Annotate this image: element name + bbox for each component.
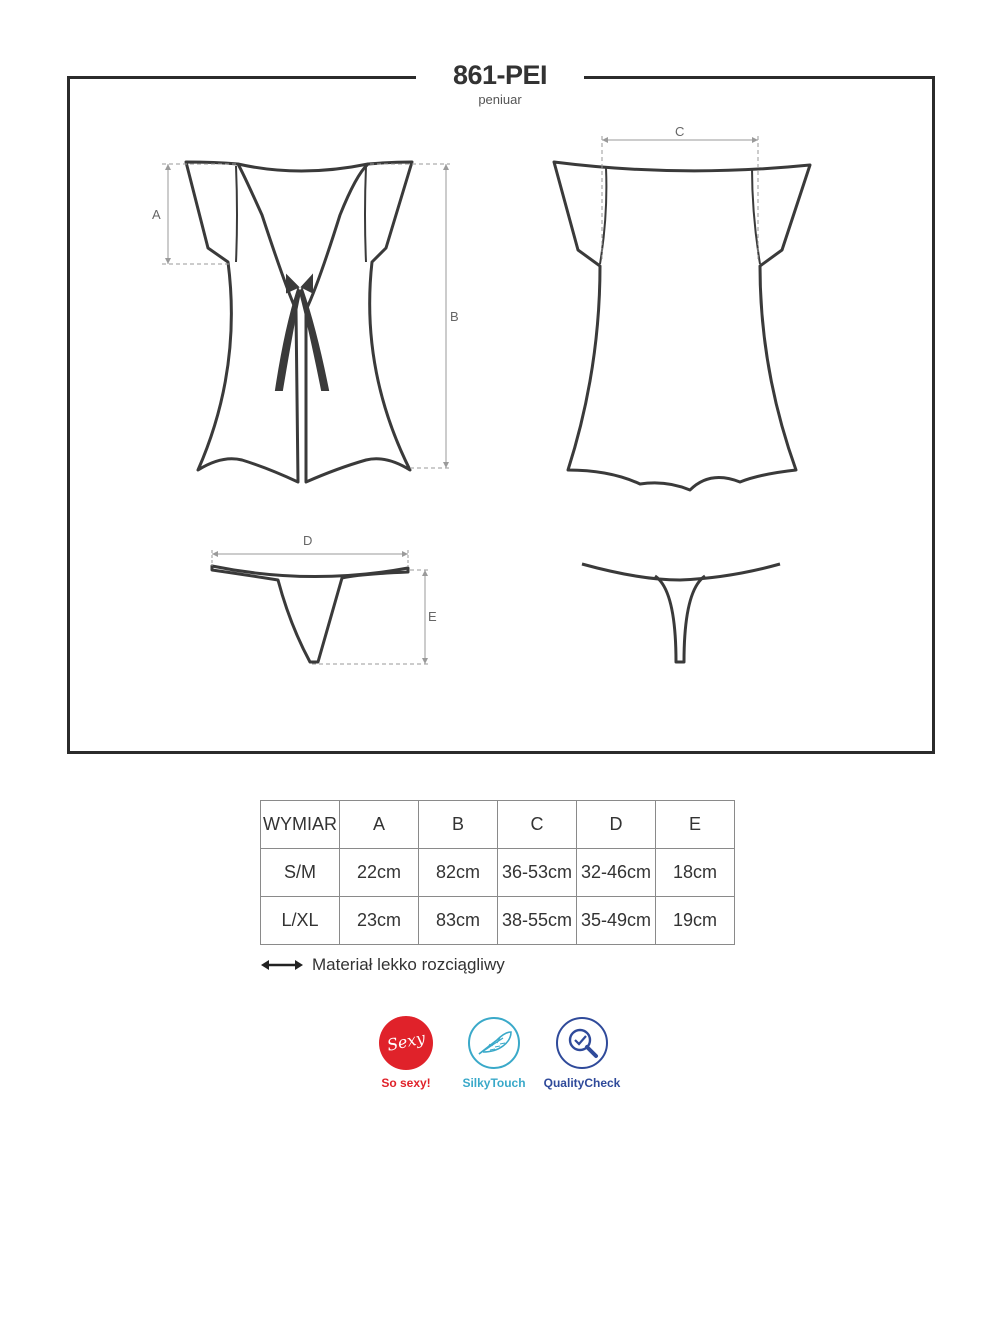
stretch-note-text: Materiał lekko rozciągliwy xyxy=(312,955,505,974)
table-cell: B xyxy=(419,801,498,849)
table-cell: 36-53cm xyxy=(498,849,577,897)
badge-so-sexy xyxy=(361,1016,451,1090)
dimension-label-c: C xyxy=(675,124,685,139)
badge-silky-touch xyxy=(449,1016,539,1090)
table-cell: WYMIAR xyxy=(261,801,340,849)
sexy-icon: Sexy xyxy=(379,1016,433,1070)
thong-back-drawing xyxy=(582,564,780,662)
robe-back-drawing xyxy=(554,162,810,490)
table-header-row xyxy=(261,801,735,849)
table-cell: 83cm xyxy=(419,897,498,945)
stretch-note xyxy=(260,955,505,975)
table-cell: L/XL xyxy=(261,897,340,945)
double-arrow-icon xyxy=(260,958,304,972)
table-cell: 38-55cm xyxy=(498,897,577,945)
product-type: peniuar xyxy=(478,92,522,107)
title-block xyxy=(416,56,584,112)
table-row xyxy=(261,849,735,897)
table-row xyxy=(261,897,735,945)
table-cell: 23cm xyxy=(340,897,419,945)
table-cell: C xyxy=(498,801,577,849)
badge-label: SilkyTouch xyxy=(462,1076,526,1090)
badge-label: QualityCheck xyxy=(543,1076,621,1090)
robe-front-drawing xyxy=(186,162,412,482)
bow-icon xyxy=(276,276,328,390)
dimension-label-a: A xyxy=(152,207,161,222)
table-cell: 18cm xyxy=(656,849,735,897)
table-cell: 32-46cm xyxy=(577,849,656,897)
table-cell: D xyxy=(577,801,656,849)
dimension-label-d: D xyxy=(303,533,313,548)
table-cell: A xyxy=(340,801,419,849)
badge-label: So sexy! xyxy=(381,1076,431,1090)
product-code: 861-PEI xyxy=(452,60,548,90)
table-cell: S/M xyxy=(261,849,340,897)
table-cell: 19cm xyxy=(656,897,735,945)
feather-icon xyxy=(467,1016,521,1070)
dimension-label-e: E xyxy=(428,609,437,624)
magnifier-check-icon xyxy=(555,1016,609,1070)
table-cell: E xyxy=(656,801,735,849)
dimension-label-b: B xyxy=(450,309,459,324)
table-cell: 35-49cm xyxy=(577,897,656,945)
thong-front-drawing xyxy=(212,566,408,662)
size-table xyxy=(260,800,735,945)
badge-quality-check xyxy=(537,1016,627,1090)
table-cell: 22cm xyxy=(340,849,419,897)
table-cell: 82cm xyxy=(419,849,498,897)
